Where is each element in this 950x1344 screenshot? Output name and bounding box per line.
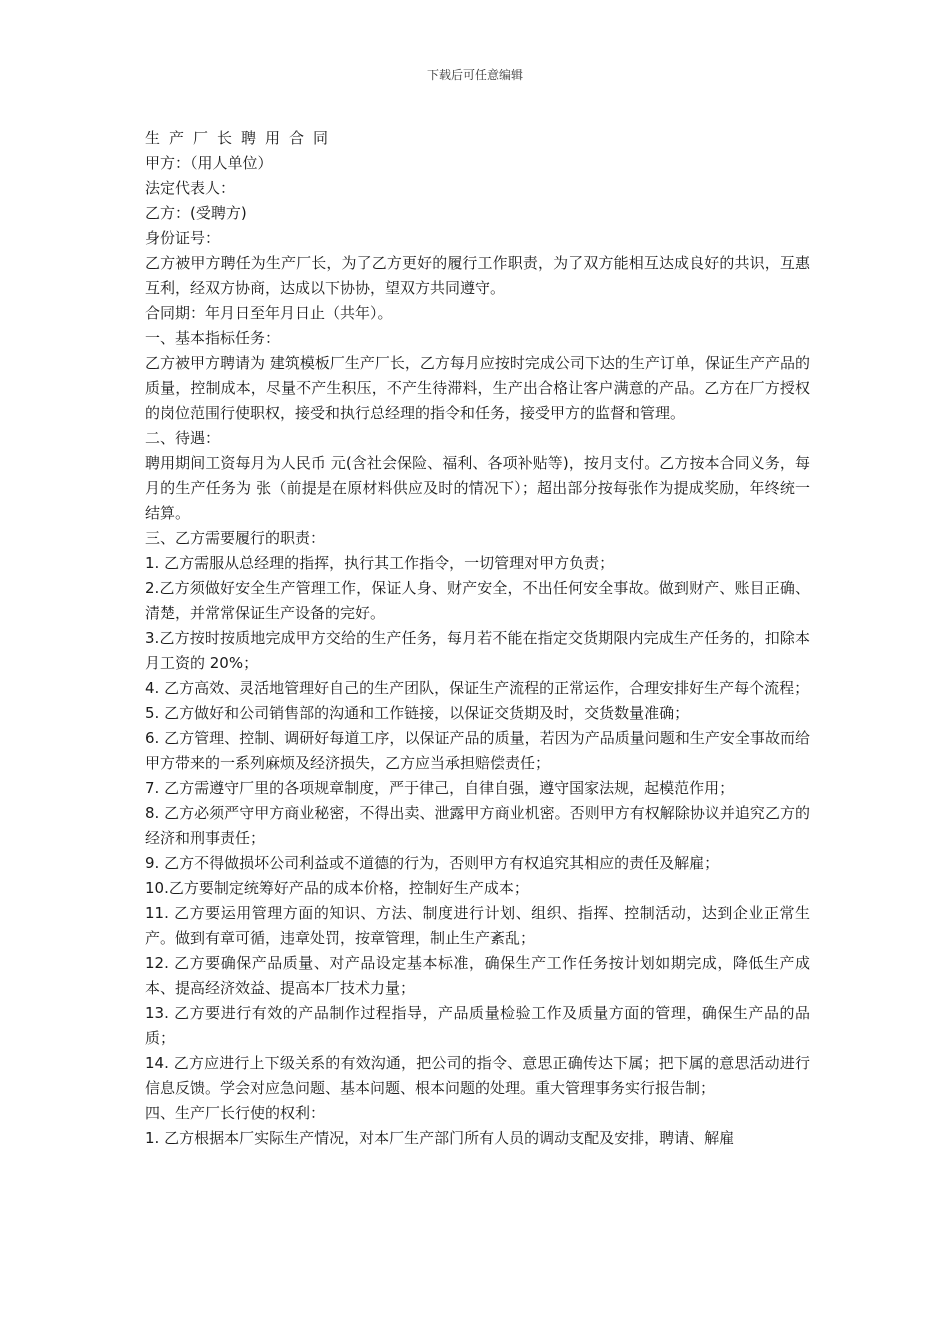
document-body xyxy=(145,126,810,1151)
duty-item: 9. 乙方不得做损坏公司利益或不道德的行为，否则甲方有权追究其相应的责任及解雇； xyxy=(145,854,720,872)
duty-item: 1. 乙方需服从总经理的指挥，执行其工作指令，一切管理对甲方负责； xyxy=(145,554,615,572)
section-1-body: 乙方被甲方聘请为 建筑模板厂生产厂长，乙方每月应按时完成公司下达的生产订单，保证生产产品的质量，控制成本，尽量不产生积压，不产生待滞料，生产出合格让客户满意的产品。乙方在厂方授权的岗位范围行使职权，接受和执行总经理的指令和任务，接受甲方的监督和管理。 xyxy=(145,354,810,422)
section-1-heading: 一、基本指标任务： xyxy=(145,329,281,347)
rights-item: 1. 乙方根据本厂实际生产情况，对本厂生产部门所有人员的调动支配及安排，聘请、解雇 xyxy=(145,1129,735,1147)
id-number-line: 身份证号： xyxy=(145,229,221,247)
section-4-heading: 四、生产厂长行使的权利： xyxy=(145,1104,326,1122)
duty-item: 14. 乙方应进行上下级关系的有效沟通，把公司的指令、意思正确传达下属；把下属的意思活动进行信息反馈。学会对应急问题、基本问题、根本问题的处理。重大管理事务实行报告制； xyxy=(145,1054,810,1097)
duty-item: 5. 乙方做好和公司销售部的沟通和工作链接，以保证交货期及时，交货数量准确； xyxy=(145,704,690,722)
section-2-heading: 二、待遇： xyxy=(145,429,221,447)
duty-item: 12. 乙方要确保产品质量、对产品设定基本标准，确保生产工作任务按计划如期完成，降低生产成本、提高经济效益、提高本厂技术力量； xyxy=(145,954,810,997)
duty-item: 6. 乙方管理、控制、调研好每道工序，以保证产品的质量，若因为产品质量问题和生产安全事故而给甲方带来的一系列麻烦及经济损失，乙方应当承担赔偿责任； xyxy=(145,729,810,772)
duty-item: 2.乙方须做好安全生产管理工作，保证人身、财产安全，不出任何安全事故。做到财产、账目正确、清楚，并常常保证生产设备的完好。 xyxy=(145,579,810,622)
duty-item: 11. 乙方要运用管理方面的知识、方法、制度进行计划、组织、指挥、控制活动，达到企业正常生产。做到有章可循，违章处罚，按章管理，制止生产紊乱； xyxy=(145,904,810,947)
contract-term-line: 合同期：年月日至年月日止（共年）。 xyxy=(145,304,393,322)
intro-paragraph: 乙方被甲方聘任为生产厂长，为了乙方更好的履行工作职责，为了双方能相互达成良好的共识，互惠互利，经双方协商，达成以下协协，望双方共同遵守。 xyxy=(145,254,810,297)
duty-item: 10.乙方要制定统筹好产品的成本价格，控制好生产成本； xyxy=(145,879,529,897)
duty-item: 4. 乙方高效、灵活地管理好自己的生产团队，保证生产流程的正常运作，合理安排好生产每个流程； xyxy=(145,679,810,697)
duty-item: 8. 乙方必须严守甲方商业秘密，不得出卖、泄露甲方商业机密。否则甲方有权解除协议并追究乙方的经济和刑事责任； xyxy=(145,804,810,847)
duty-item: 13. 乙方要进行有效的产品制作过程指导，产品质量检验工作及质量方面的管理，确保生产品的品质； xyxy=(145,1004,810,1047)
section-2-body: 聘用期间工资每月为人民币 元(含社会保险、福利、各项补贴等)，按月支付。乙方按本合同义务，每月的生产任务为 张（前提是在原材料供应及时的情况下）；超出部分按每张作为提成奖励，年终统一结算。 xyxy=(145,454,810,522)
document-title: 生产厂长聘用合同 xyxy=(145,129,338,147)
duty-item: 7. 乙方需遵守厂里的各项规章制度，严于律己，自律自强，遵守国家法规，起模范作用； xyxy=(145,779,735,797)
section-3-heading: 三、乙方需要履行的职责： xyxy=(145,529,326,547)
duty-item: 3.乙方按时按质地完成甲方交给的生产任务，每月若不能在指定交货期限内完成生产任务的，扣除本月工资的 20%； xyxy=(145,629,810,672)
legal-representative-line: 法定代表人： xyxy=(145,179,236,197)
page-header: 下载后可任意编辑 xyxy=(426,68,523,82)
party-a-line: 甲方：（用人单位） xyxy=(145,154,273,172)
party-b-line: 乙方：(受聘方) xyxy=(145,204,247,222)
